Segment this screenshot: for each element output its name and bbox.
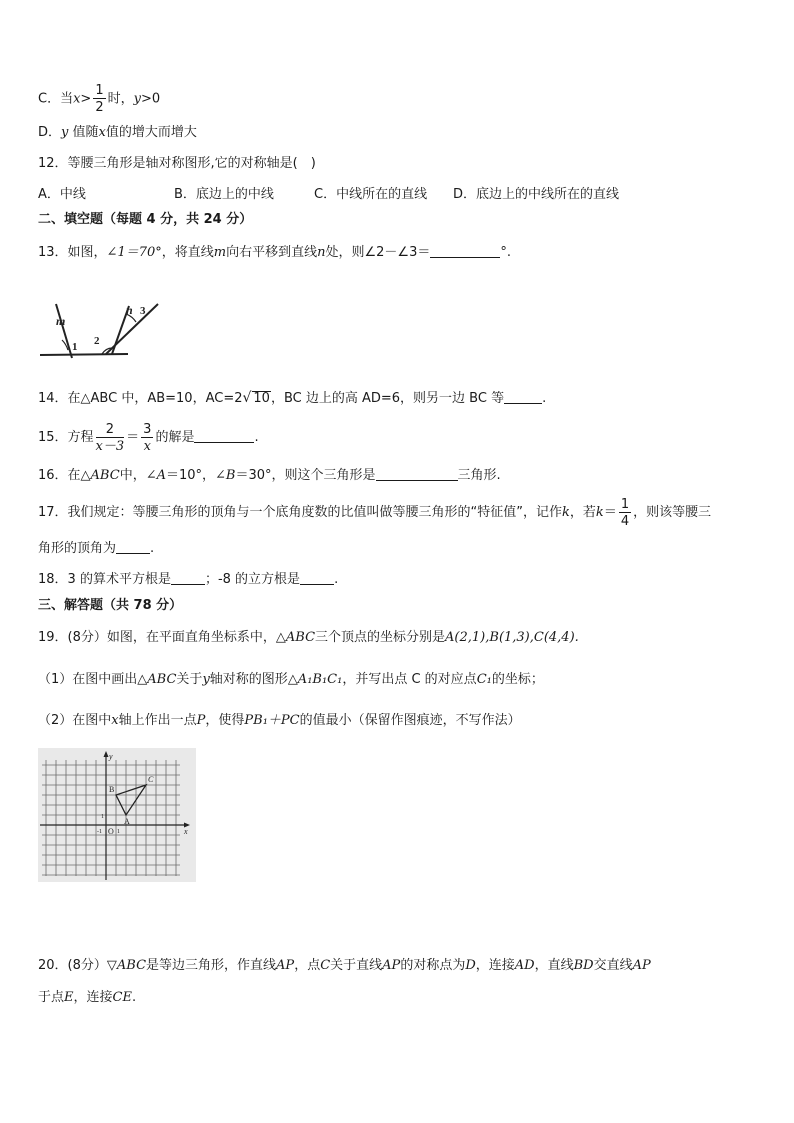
q12-option-a: A．中线 xyxy=(38,187,86,202)
answer-blank xyxy=(504,389,542,404)
base-line xyxy=(40,354,128,355)
answer-blank xyxy=(376,466,458,481)
point-b-label: B xyxy=(109,785,115,794)
q13-parallel-lines-figure xyxy=(36,292,166,364)
point-c-label: C xyxy=(148,775,154,784)
point-a-label: A xyxy=(124,817,130,826)
q19-part2: （2）在图中x轴上作出一点P，使得PB₁＋PC的值最小（保留作图痕迹，不写作法） xyxy=(38,713,521,728)
answer-blank xyxy=(171,570,205,585)
section-solutions-heading: 三、解答题（共 78 分） xyxy=(38,598,183,613)
q19-part1: （1）在图中画出△ABC关于y轴对称的图形△A₁B₁C₁，并写出点 C 的对应点C₁的坐标； xyxy=(38,672,544,687)
q15-stem: 15．方程 $\frac{2}{x-3}$ ＝ $\frac{3}{x}$ 的解是 . xyxy=(38,421,259,454)
q19-stem: 19．(8分）如图，在平面直角坐标系中，△ABC三个顶点的坐标分别是A(2,1),B(1,3),C(4,4). xyxy=(38,630,579,645)
line-m xyxy=(56,304,72,358)
origin-label: O xyxy=(108,827,114,836)
q16-stem: 16．在△ABC中，∠A＝10°，∠B＝30°，则这个三角形是 三角形. xyxy=(38,468,501,483)
q17-stem-line2: 角形的顶角为 . xyxy=(38,541,155,556)
section-fill-in-heading: 二、填空题（每题 4 分，共 24 分） xyxy=(38,212,253,227)
q11-option-d: D．y 值随x值的增大而增大 xyxy=(38,125,197,140)
q11-option-c: C．当x> $\frac{1}{2}$ 时，y>0 xyxy=(38,83,161,115)
answer-blank xyxy=(116,539,150,554)
q20-stem-line1: 20．(8分）▽ABC是等边三角形，作直线AP，点C关于直线AP的对称点为D，连接AD，直线BD交直线AP xyxy=(38,958,651,973)
label-2: 2 xyxy=(94,335,100,347)
q12-option-d: D．底边上的中线所在的直线 xyxy=(453,187,620,202)
fraction-right: $\frac{3}{x}$ xyxy=(143,421,152,454)
q12-stem: 12．等腰三角形是轴对称图形,它的对称轴是( ) xyxy=(38,156,316,171)
y-axis-label: y xyxy=(109,752,113,761)
q12-option-c: C．中线所在的直线 xyxy=(314,187,428,202)
x-axis-label: x xyxy=(184,827,188,836)
answer-blank xyxy=(430,243,500,258)
q13-stem: 13．如图，∠1＝70°，将直线m向右平移到直线n处，则∠2－∠3＝ °. xyxy=(38,245,511,260)
fraction-one-quarter: $\frac{1}{4}$ xyxy=(620,496,630,529)
label-n: n xyxy=(126,303,133,317)
q12-option-b: B．底边上的中线 xyxy=(174,187,274,202)
q17-stem-line1: 17．我们规定：等腰三角形的顶角与一个底角度数的比值叫做等腰三角形的“特征值”，记作k，若k＝ $\frac{1}{4}$ ，则该等腰三 xyxy=(38,496,712,529)
label-m: m xyxy=(56,314,66,328)
sqrt-symbol: √ xyxy=(242,390,252,406)
answer-blank xyxy=(300,570,334,585)
label-1: 1 xyxy=(72,341,78,353)
q12-options xyxy=(38,185,619,205)
q19-coordinate-grid-figure xyxy=(38,748,196,882)
q18-stem: 18．3 的算术平方根是 ；-8 的立方根是 . xyxy=(38,572,339,587)
tick-label-x1: 1 xyxy=(117,829,120,835)
fraction-one-half: $\frac{1}{2}$ xyxy=(95,83,104,115)
q20-stem-line2: 于点E，连接CE. xyxy=(38,990,137,1005)
tick-label-neg1: -1 xyxy=(97,829,102,835)
fraction-left: $\frac{2}{x-3}$ xyxy=(95,421,125,454)
q14-stem: 14．在△ABC 中，AB=10，AC=2√ 10，BC 边上的高 AD=6，则另一边 BC 等 . xyxy=(38,390,547,406)
tick-label-y1: 1 xyxy=(101,814,104,820)
label-3: 3 xyxy=(140,305,146,317)
answer-blank xyxy=(194,428,254,443)
